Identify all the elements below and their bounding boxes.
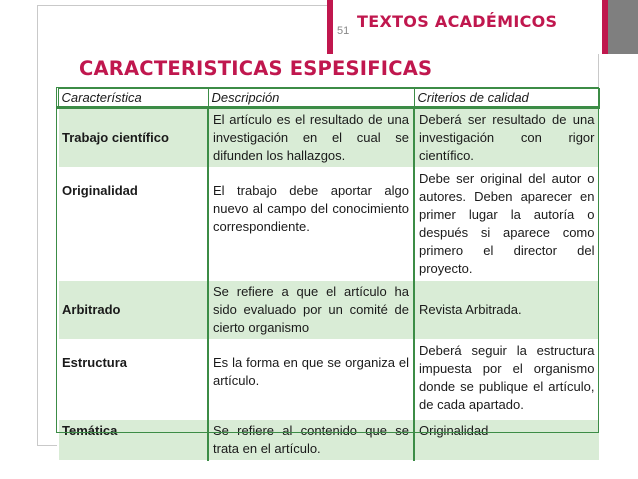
row-criteria: Originalidad: [414, 420, 599, 461]
row-characteristic: Estructura: [58, 340, 208, 420]
row-description: El trabajo debe aportar algo nuevo al campo del conocimiento correspondiente.: [208, 168, 414, 281]
row-criteria: Debe ser original del autor o autores. Deben aparecer en primer lugar la autoría o después si aparece como primero el director del proyecto.: [414, 168, 599, 281]
table-row: [58, 420, 599, 461]
row-description: El artículo es el resultado de una investigación en el cual se difunden los hallazgos.: [208, 108, 414, 168]
table-header-row: [58, 89, 599, 108]
table-row: [58, 168, 599, 281]
row-characteristic: Trabajo científico: [58, 108, 208, 168]
page-title: CARACTERISTICAS ESPESIFICAS: [79, 57, 433, 80]
column-header-characteristic: Característica: [58, 89, 208, 108]
row-characteristic: Temática: [58, 420, 208, 461]
header-gray-band: [608, 0, 638, 54]
section-title: TEXTOS ACADÉMICOS: [357, 12, 558, 31]
row-description: Se refiere a que el artículo ha sido evaluado por un comité de cierto organismo: [208, 281, 414, 340]
table-row: [58, 281, 599, 340]
row-characteristic: Arbitrado: [58, 281, 208, 340]
row-criteria: Deberá seguir la estructura impuesta por el organismo donde se publique el artículo, de cada apartado.: [414, 340, 599, 420]
slide-number: 51: [337, 25, 350, 37]
table-row: [58, 108, 599, 168]
row-description: Es la forma en que se organiza el artículo.: [208, 340, 414, 420]
row-characteristic: Originalidad: [58, 168, 208, 281]
table-row: [58, 340, 599, 420]
column-header-criteria: Criterios de calidad: [414, 89, 599, 108]
column-header-description: Descripción: [208, 89, 414, 108]
row-criteria: Revista Arbitrada.: [414, 281, 599, 340]
row-description: Se refiere al contenido que se trata en el artículo.: [208, 420, 414, 461]
row-criteria: Deberá ser resultado de una investigación con rigor científico.: [414, 108, 599, 168]
characteristics-table: [57, 88, 600, 461]
header-accent-left: [327, 0, 333, 54]
